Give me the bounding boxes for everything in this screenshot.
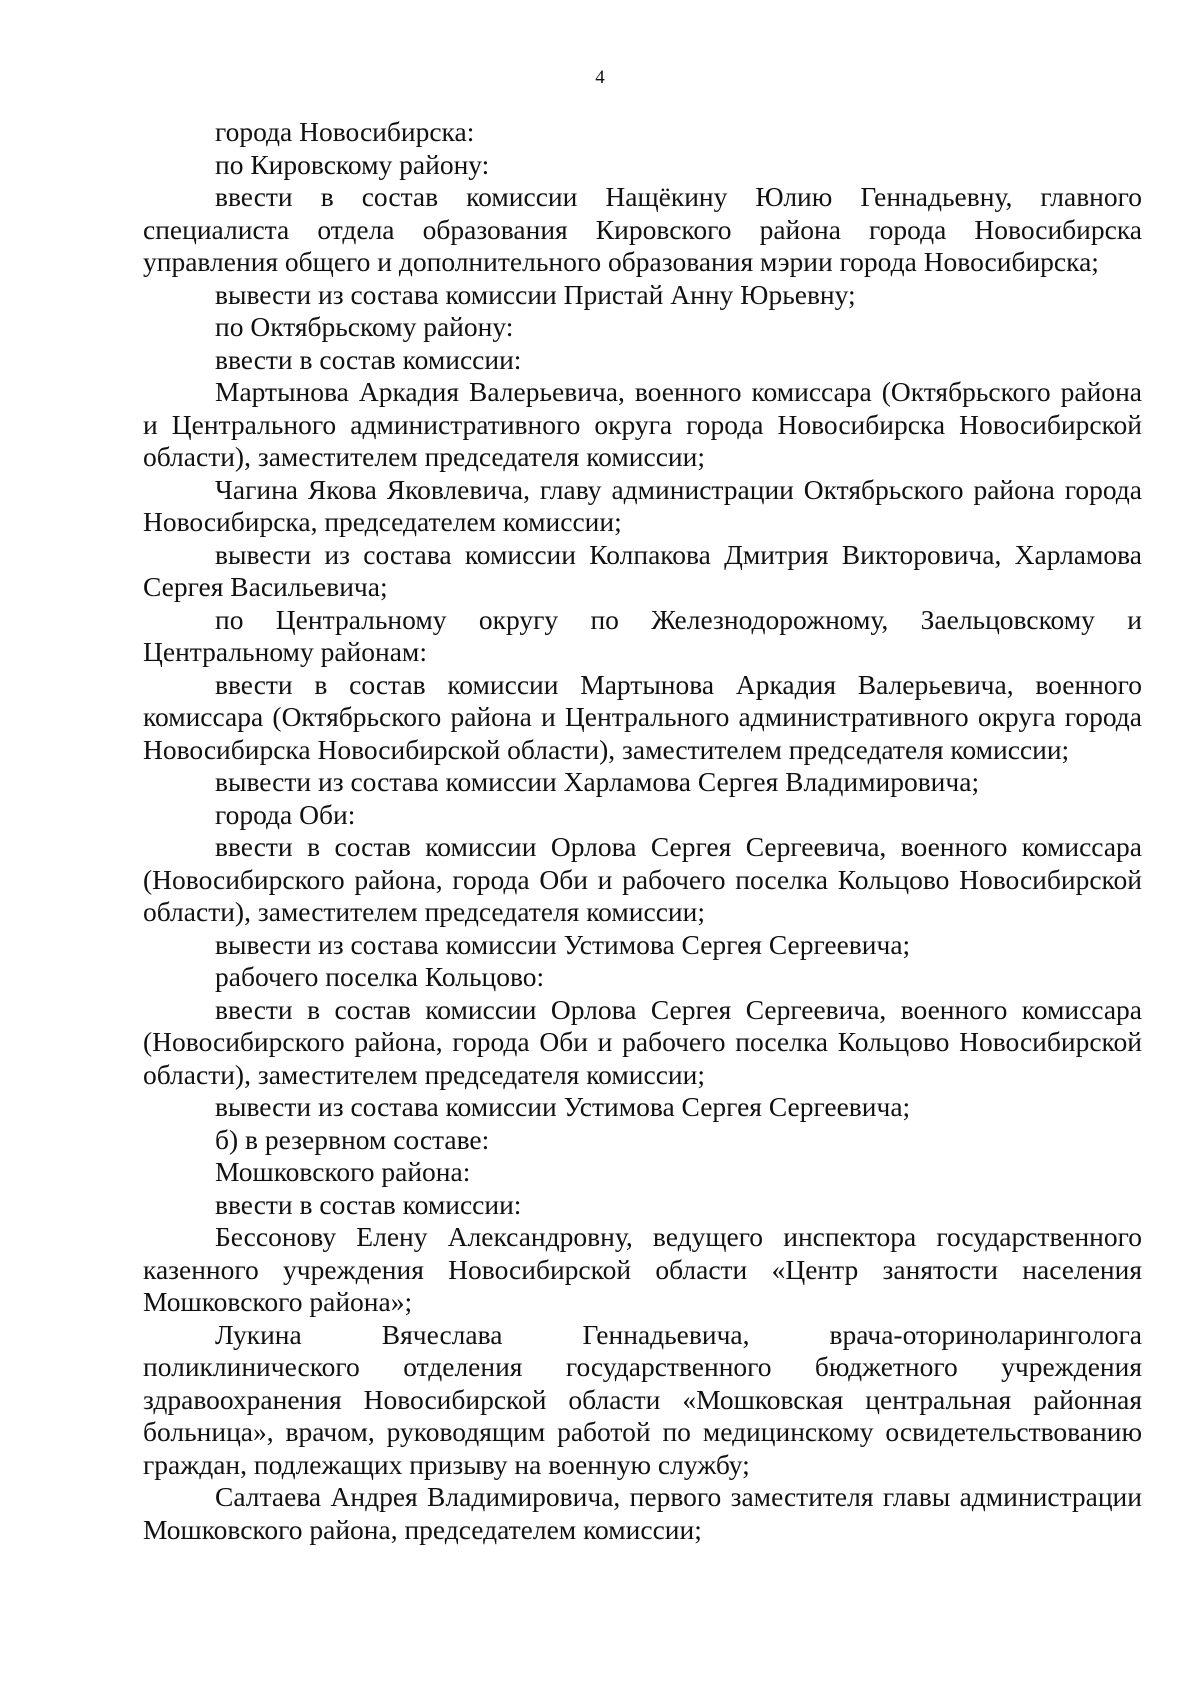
paragraph: вывести из состава комиссии Колпакова Дмитрия Викторовича, Харламова Сергея Васильевича; (143, 538, 1142, 602)
paragraph: ввести в состав комиссии Орлова Сергея Сергеевича, военного комиссара (Новосибирского района, города Оби и рабочего поселка Кольцово Новосибирской области), заместителем председателя комиссии; (143, 831, 1142, 927)
paragraph: Мартынова Аркадия Валерьевича, военного комиссара (Октябрьского района и Центрального административного округа города Новосибирска Новосибирской области), заместителем председателя комиссии; (143, 376, 1142, 472)
paragraph: вывести из состава комиссии Устимова Сергея Сергеевича; (215, 928, 911, 960)
document-body (143, 116, 1142, 1546)
paragraph: ввести в состав комиссии Мартынова Аркадия Валерьевича, военного комиссара (Октябрьского района и Центрального административного округа города Новосибирска Новосибирской области), заместителем председателя комиссии; (143, 668, 1142, 765)
paragraph: ввести в состав комиссии Орлова Сергея Сергеевича, военного комиссара (Новосибирского района, города Оби и рабочего поселка Кольцово Новосибирской области), заместителем председателя комиссии; (143, 993, 1142, 1090)
paragraph: Лукина Вячеслава Геннадьевича, врача-оториноларинголога поликлинического отделения государственного бюджетного учреждения здравоохранения Новосибирской области «Мошковская центральная районная больница», врачом, руководящим работой по медицинскому освидетельствованию граждан, подлежащих призыву на военную службу; (143, 1318, 1142, 1480)
paragraph: ввести в состав комиссии Нащёкину Юлию Геннадьевну, главного специалиста отдела образования Кировского района города Новосибирска управления общего и дополнительного образования мэрии города Новосибирска; (143, 181, 1142, 277)
paragraph: города Новосибирска: (215, 116, 475, 147)
paragraph: по Кировскому району: (215, 148, 490, 180)
paragraph: по Центральному округу по Железнодорожному, Заельцовскому и Центральному районам: (143, 603, 1142, 667)
paragraph: ввести в состав комиссии: (215, 343, 522, 375)
paragraph: Чагина Якова Яковлевича, главу администрации Октябрьского района города Новосибирска, председателем комиссии; (143, 473, 1142, 537)
paragraph: б) в резервном составе: (215, 1123, 490, 1155)
paragraph: Бессонову Елену Александровну, ведущего инспектора государственного казенного учреждения Новосибирской области «Центр занятости населения Мошковского района»; (143, 1221, 1142, 1317)
page-number: 4 (595, 67, 605, 88)
paragraph: Мошковского района: (215, 1156, 471, 1187)
paragraph: ввести в состав комиссии: (215, 1188, 522, 1220)
paragraph: рабочего поселка Кольцово: (215, 961, 545, 992)
paragraph: вывести из состава комиссии Устимова Сергея Сергеевича; (215, 1091, 911, 1122)
paragraph: вывести из состава комиссии Пристай Анну Юрьевну; (215, 278, 856, 310)
paragraph: вывести из состава комиссии Харламова Сергея Владимировича; (215, 766, 980, 797)
paragraph: Салтаева Андрея Владимировича, первого заместителя главы администрации Мошковского района, председателем комиссии; (143, 1481, 1142, 1545)
paragraph: по Октябрьскому району: (215, 311, 514, 342)
paragraph: города Оби: (215, 798, 356, 830)
